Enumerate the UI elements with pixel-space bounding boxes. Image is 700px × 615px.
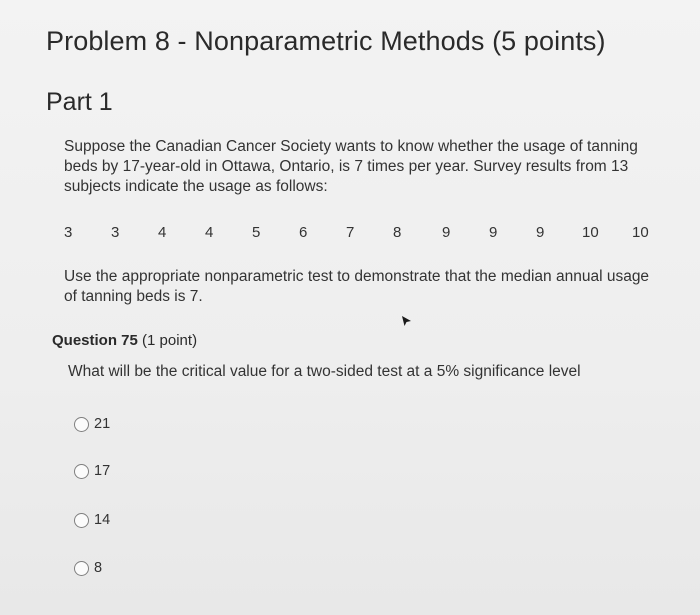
part-heading: Part 1 bbox=[46, 88, 113, 116]
data-value: 4 bbox=[205, 224, 214, 241]
radio-button-icon[interactable] bbox=[74, 417, 89, 432]
answer-option-14[interactable] bbox=[74, 510, 110, 530]
question-points: (1 point) bbox=[142, 332, 198, 349]
question-header bbox=[52, 332, 197, 349]
mouse-pointer-icon bbox=[400, 315, 412, 327]
data-value: 3 bbox=[111, 224, 120, 241]
data-value: 6 bbox=[299, 224, 308, 241]
data-value: 10 bbox=[582, 224, 599, 241]
radio-button-icon[interactable] bbox=[74, 561, 89, 576]
data-value: 9 bbox=[442, 224, 451, 241]
data-value: 7 bbox=[346, 224, 355, 241]
radio-button-icon[interactable] bbox=[74, 464, 89, 479]
answer-option-17[interactable] bbox=[74, 461, 110, 481]
data-value: 3 bbox=[64, 224, 73, 241]
data-value: 9 bbox=[536, 224, 545, 241]
answer-option-label: 21 bbox=[94, 416, 111, 432]
question-text: What will be the critical value for a two-sided test at a 5% significance level bbox=[68, 363, 581, 380]
data-values-row bbox=[62, 224, 662, 244]
radio-button-icon[interactable] bbox=[74, 513, 89, 528]
question-number: Question 75 bbox=[52, 332, 138, 349]
data-value: 9 bbox=[489, 224, 498, 241]
page-title: Problem 8 - Nonparametric Methods (5 points) bbox=[46, 26, 606, 56]
answer-option-label: 17 bbox=[94, 463, 111, 479]
data-value: 8 bbox=[393, 224, 402, 241]
answer-option-8[interactable] bbox=[74, 558, 102, 578]
data-value: 10 bbox=[632, 224, 649, 241]
data-value: 5 bbox=[252, 224, 261, 241]
task-paragraph: Use the appropriate nonparametric test to demonstrate that the median annual usage of tanning beds is 7. bbox=[64, 268, 650, 305]
answer-option-21[interactable] bbox=[74, 414, 110, 434]
intro-paragraph: Suppose the Canadian Cancer Society wants to know whether the usage of tanning beds by 17-year-old in Ottawa, Ontario, is 7 times per year. Survey results from 13 subjects indicate the usage as follows: bbox=[64, 138, 638, 195]
answer-option-label: 8 bbox=[94, 560, 103, 576]
answer-option-label: 14 bbox=[94, 512, 111, 528]
data-value: 4 bbox=[158, 224, 167, 241]
